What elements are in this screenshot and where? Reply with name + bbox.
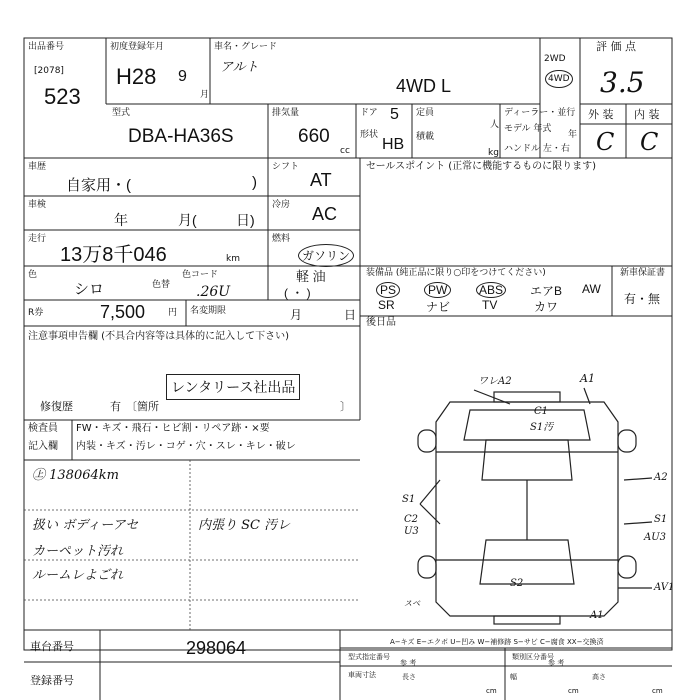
handwritten-line-5: 内張り SC 汚レ [198,518,291,533]
score-int-value: C [640,128,659,156]
damage-mark-3: C1 [534,406,549,417]
doors-label: ドア [360,108,378,118]
lot-label: 出品番号 [28,42,65,52]
bottom-cm-2: cm [568,687,579,695]
history-close: ) [252,174,257,191]
handwritten-line-1: ㊤ 138064km [32,468,119,483]
first-reg-label: 初度登録年月 [110,42,165,52]
equipment-label: 装備品 (純正品に限り○印をつけてください) [366,268,546,278]
bottom-h: 高さ [592,673,606,681]
year-unit: 年 [568,130,578,140]
repair-value: 有 [110,400,121,413]
damage-mark-14: スベ [404,599,420,608]
capacity-label: 定員 [416,108,435,118]
bottom-cm-3: cm [652,687,663,695]
chassis-label: 車台番号 [30,640,74,653]
lot-sub: [2078] [34,66,64,76]
mileage-unit: km [226,254,240,264]
repair-bracket: 〔箇所 [126,400,159,413]
aircon-label: 冷房 [272,200,291,210]
name-change-day: 日 [344,308,357,322]
reg-no-label: 登録番号 [30,674,74,687]
model-label: 型式 [112,108,131,118]
lot-number: 523 [44,84,81,109]
equipment-leather: カワ [534,300,559,314]
shift-value: AT [310,170,332,190]
sales-point-label: セールスポイント (正常に機能するものに限ります) [366,161,597,172]
displacement-unit: cc [340,146,350,156]
fuel-diesel: 軽 油 [296,269,326,284]
doors-value: 5 [390,106,399,123]
car-name: アルト [220,60,259,75]
model-value: DBA-HA36S [128,126,234,147]
chassis-value: 298064 [186,638,247,658]
car-name-label: 車名・グレード [214,42,278,52]
bottom-f: 長さ [402,673,416,681]
damage-mark-13: A1 [590,610,604,621]
name-change-label: 名変期限 [190,306,227,316]
inspector-label-2: 記入欄 [28,441,58,452]
repair-close: 〕 [340,400,351,413]
score-label: 評 価 点 [596,40,636,53]
shift-label: シフト [272,162,300,172]
inspection-day: 日) [236,212,255,228]
damage-mark-10: AU3 [644,532,667,543]
score-value: 3.5 [600,66,645,99]
handle-label: ハンドル 左・右 [504,144,570,154]
first-reg-era: H28 [116,64,157,89]
handwritten-line-3: カーペット汚れ [32,544,124,559]
score-int-label: 内 装 [634,108,660,121]
damage-mark-11: S2 [510,578,524,589]
shape-label: 形状 [360,130,379,140]
recycle-label: R券 [28,308,44,318]
damage-mark-5: A2 [654,472,668,483]
bottom-d: 参 考 [548,659,565,667]
dealer-label: ディーラー・並行 [504,108,576,118]
color-code-label: 色コード [182,270,219,280]
displacement-value: 660 [298,126,330,147]
inspector-label: 検査員 [28,423,58,434]
fuel-label: 燃料 [272,234,291,244]
inspector-items: FW・キズ・飛石・ヒビ割・リペア跡・×要 [76,423,270,434]
drive-4wd-circled: 4WD [545,70,573,88]
equipment-abs-circled: ABS [476,282,506,298]
car-grade: 4WD L [396,76,452,96]
color-change-label: 色替 [152,280,171,290]
recycle-value: 7,500 [100,302,146,322]
mileage-value: 13万8千046 [60,244,167,266]
new-warranty-value: 有・無 [624,292,661,306]
damage-legend: A−キズ E−エクボ U−凹み W−補修跡 S−サビ C−腐食 XX−交換済 [390,638,604,646]
bottom-cm-1: cm [486,687,497,695]
color-code-value: .26U [196,284,231,300]
bottom-b: 参 考 [400,659,417,667]
first-reg-month: 9 [178,68,187,85]
damage-mark-9: S1 [654,514,668,525]
damage-mark-2: A1 [580,372,595,385]
equipment-sr: SR [378,298,395,312]
capacity-unit: 人 [490,120,500,130]
mileage-label: 走行 [28,234,47,244]
repair-label: 修復歴 [40,400,73,413]
aircon-value: AC [312,204,338,224]
inspection-year: 年 [114,212,128,228]
recycle-unit: 円 [168,308,178,318]
damage-mark-7: C2 [404,514,419,525]
fuel-gasoline-circled: ガソリン [298,244,354,267]
color-label: 色 [28,270,38,280]
inspector-items-2: 内装・キズ・汚レ・コゲ・穴・スレ・キレ・破レ [76,441,296,452]
bottom-g: 幅 [510,673,517,681]
handwritten-line-4: ルームレよごれ [32,568,124,583]
displacement-label: 排気量 [272,108,300,118]
registration-label: 後日品 [366,317,396,328]
inspection-label: 車検 [28,200,47,210]
damage-mark-1: ワレA2 [478,376,512,387]
load-label: 積載 [416,132,435,142]
first-reg-month-unit: 月 [200,90,210,100]
equipment-navi: ナビ [426,300,451,314]
bottom-a: 型式指定番号 [348,653,390,661]
damage-mark-6: S1 [402,494,416,505]
inspection-month: 月( [178,212,197,228]
fuel-paren: ( ・ ) [284,286,311,300]
shape-value: HB [382,136,405,153]
equipment-ps-circled: PS [376,282,400,298]
equipment-airbag: エアB [530,284,563,298]
score-ext-value: C [596,128,615,156]
new-warranty-label: 新車保証書 [620,268,666,278]
score-ext-label: 外 装 [588,108,614,121]
name-change-month: 月 [290,308,303,322]
equipment-tv: TV [482,298,498,312]
damage-mark-12: AV1 [654,582,675,593]
history-label: 車歴 [28,162,47,172]
notes-label: 注意事項申告欄 (不具合内容等は具体的に記入して下さい) [28,331,289,342]
damage-mark-4: S1汚 [530,422,554,433]
rental-stamp: レンタリース社出品 [166,374,300,400]
history-value: 自家用・( [66,177,131,194]
equipment-aw: AW [582,282,601,296]
damage-mark-8: U3 [404,526,419,537]
color-value: シロ [74,281,105,298]
bottom-c: 類別区分番号 [512,653,554,661]
load-unit: kg [488,148,499,158]
equipment-pw-circled: PW [424,282,451,298]
bottom-e: 車両寸法 [348,671,376,679]
drive-2wd: 2WD [544,54,566,64]
model-year-label: モデル 年式 [504,124,552,134]
handwritten-line-2: 扱い ボディーアセ [32,518,139,533]
